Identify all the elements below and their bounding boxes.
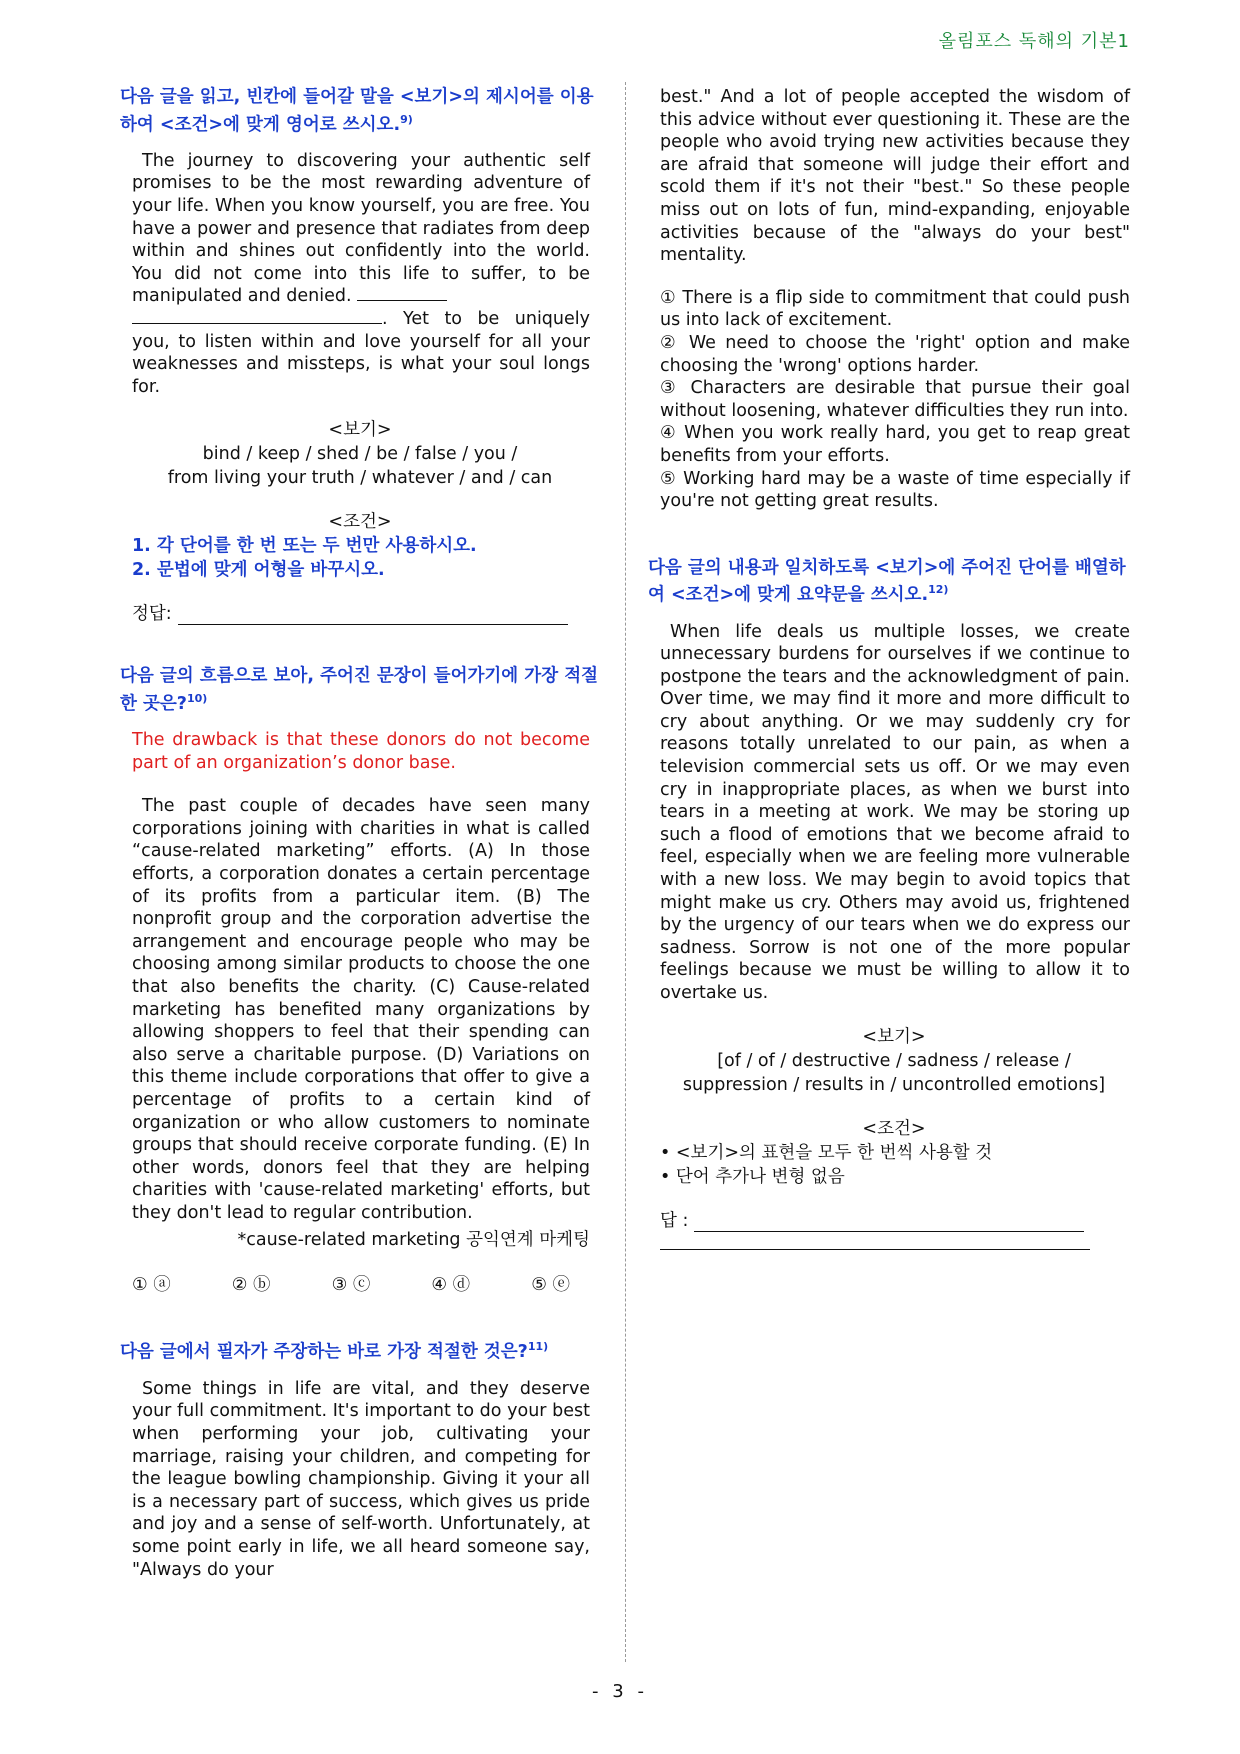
q9-cond-title: <조건> — [328, 512, 392, 533]
q9-box-line1: bind / keep / shed / be / false / you / — [202, 444, 518, 465]
q9-answer-field[interactable] — [178, 607, 568, 625]
q9-blank-2[interactable] — [132, 310, 382, 324]
q11-title-text: 다음 글에서 필자가 주장하는 바로 가장 적절한 것은? — [120, 1342, 528, 1363]
q9-footnote-number: 9) — [400, 112, 413, 126]
q9-passage-a: The journey to discovering your authentic self promises to be the most rewarding adventure of your life. When you know yourself, you are free. You have a power and presence that radiates from deep within and shines out confidently into the world. You did not come into this life to suffer, to be manipulated and denied. — [132, 150, 590, 307]
q9-box-title: <보기> — [328, 420, 392, 441]
q12-box-line1: [of / of / destructive / sadness / release / — [717, 1050, 1071, 1071]
q10-choice-2[interactable]: ② ⓑ — [231, 1275, 271, 1296]
right-column — [648, 86, 1140, 1250]
q9-passage-b: . Yet to be uniquely you, to listen within and love yourself for all your weaknesses and missteps, is what your soul longs for. — [132, 308, 590, 397]
q10-given-sentence: The drawback is that these donors do not become part of an organization’s donor base. — [132, 730, 590, 774]
q11-passage-left — [120, 1378, 600, 1581]
question-10 — [120, 665, 600, 1296]
q11-title — [120, 1336, 600, 1363]
q10-footnote: *cause-related marketing 공익연계 마케팅 — [237, 1230, 590, 1251]
question-12 — [648, 557, 1140, 1250]
left-column — [120, 86, 600, 1581]
q12-answer-label: 답 : — [660, 1210, 689, 1231]
q12-footnote-number: 12) — [928, 583, 949, 597]
q12-cond-1: • <보기>의 표현을 모두 한 번씩 사용할 것 — [660, 1142, 993, 1163]
q12-passage — [648, 621, 1140, 1005]
q12-passage-text: When life deals us multiple losses, we create unnecessary burdens for ourselves if we continue to postpone the tears and the acknowledgment of pain. Over time, we may find it more and more difficult to cry about anything. Or we may suddenly cry for reasons totally unrelated to our pain, as when a television commercial sets us off. Or we may even cry in inappropriate places, as when we burst into tears in a meeting at work. We may be storing up such a flood of emotions that we become afraid to feel, especially when we are feeling more vulnerable with a new loss. We may begin to avoid topics that might make us cry. Others may avoid us, frightened by the urgency of our tears when we do express our sadness. Sorrow is not one of the more popular feelings because we must be willing to allow it to overtake us. — [660, 621, 1130, 1004]
q12-title — [648, 557, 1140, 607]
header-title: 올림포스 독해의 기본1 — [938, 31, 1130, 52]
q11-option-2[interactable]: ② We need to choose the 'right' option and make choosing the 'wrong' options harder. — [660, 332, 1130, 376]
column-divider — [625, 82, 626, 1662]
q9-box-line2: from living your truth / whatever / and / can — [167, 468, 553, 489]
q9-passage — [120, 150, 600, 399]
q10-choice-1[interactable]: ① ⓐ — [132, 1275, 171, 1296]
q11-option-3[interactable]: ③ Characters are desirable that pursue their goal without loosening, whatever difficulties they run into. — [660, 378, 1130, 421]
q12-cond-title: <조건> — [862, 1118, 926, 1139]
q11-option-1[interactable]: ① There is a flip side to commitment that could push us into lack of excitement. — [660, 287, 1130, 331]
q10-choice-4[interactable]: ④ ⓓ — [431, 1275, 471, 1296]
q11-option-5[interactable]: ⑤ Working hard may be a waste of time especially if you're not getting great results. — [660, 468, 1130, 512]
q9-cond-2: 2. 문법에 맞게 어형을 바꾸시오. — [132, 560, 385, 581]
q12-title-text: 다음 글의 내용과 일치하도록 <보기>에 주어진 단어를 배열하여 <조건>에 맞게 요약문을 쓰시오. — [648, 557, 1126, 606]
question-11 — [120, 1336, 600, 1581]
q10-choice-3[interactable]: ③ ⓒ — [331, 1275, 371, 1296]
q10-footnote-number: 10) — [186, 691, 208, 705]
q10-passage — [120, 795, 600, 1224]
question-9 — [120, 86, 600, 625]
q10-title-text: 다음 글의 흐름으로 보아, 주어진 문장이 들어가기에 가장 적절한 곳은? — [120, 666, 599, 714]
q10-passage-text: The past couple of decades have seen many corporations joining with charities in what is called “cause-related marketing” efforts. (A) In those efforts, a corporation donates a certain percentage of its profits from a particular item. (B) The nonprofit group and the corporation advertise the arrangement and encourage people who may be choosing among similar products to choose the one that also benefits the charity. (C) Cause-related marketing has benefited many organizations by allowing shoppers to feel that their spending can also serve a charitable purpose. (D) Variations on this theme include corporations that offer to give a percentage of profits to a certain kind of organization or who allow customers to nominate groups that should receive corporate funding. (E) In other words, donors feel that they are helping charities with 'cause-related marketing' efforts, but they don't lead to regular contribution. — [132, 796, 590, 1223]
q12-answer-field-1[interactable] — [694, 1214, 1084, 1232]
q11-options — [660, 287, 1140, 513]
q11-option-4[interactable]: ④ When you work really hard, you get to reap great benefits from your efforts. — [660, 423, 1130, 466]
q12-answer-field-2[interactable] — [660, 1238, 1090, 1250]
q9-title-text: 다음 글을 읽고, 빈칸에 들어갈 말을 <보기>의 제시어를 이용하여 <조건>에 맞게 영어로 쓰시오. — [120, 87, 594, 135]
q9-blank-1[interactable] — [357, 287, 447, 301]
q12-box-line2: suppression / results in / uncontrolled emotions] — [682, 1074, 1106, 1095]
q9-title — [120, 86, 600, 136]
page-number: - 3 - — [592, 1681, 648, 1702]
q9-cond-1: 1. 각 단어를 한 번 또는 두 번만 사용하시오. — [132, 536, 477, 557]
q12-cond-2: • 단어 추가나 변형 없음 — [660, 1166, 845, 1187]
q11-passage-left-text: Some things in life are vital, and they deserve your full commitment. It's important to do your best when performing your job, cultivating your marriage, raising your children, and competing for the league bowling championship. Giving it your all is a necessary part of success, which gives us pride and joy and a sense of self-worth. Unfortunately, at some point early in life, we all heard someone say, "Always do your — [132, 1378, 590, 1580]
q11-footnote-number: 11) — [527, 1340, 549, 1354]
q10-choices — [120, 1271, 600, 1296]
q10-choice-5[interactable]: ⑤ ⓔ — [531, 1275, 570, 1296]
q10-title — [120, 665, 600, 715]
q11-passage-right: best." And a lot of people accepted the wisdom of this advice without ever questioning it. These are the people who avoid trying new activities because they are afraid that someone will judge their effort and scold them if it's not their "best." So these people miss out on lots of fun, mind-expanding, enjoyable activities because of the "always do your best" mentality. — [660, 87, 1130, 266]
q12-box-title: <보기> — [862, 1026, 926, 1047]
q9-answer-label: 정답: — [132, 604, 172, 625]
